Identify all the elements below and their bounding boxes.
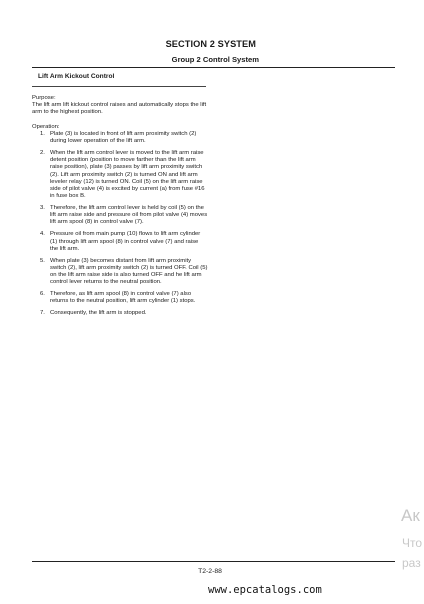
subheading-divider bbox=[32, 86, 206, 87]
section-title: SECTION 2 SYSTEM bbox=[165, 39, 256, 49]
step-number: 2. bbox=[40, 149, 45, 156]
step-number: 7. bbox=[40, 310, 45, 317]
step-text: Therefore, the lift arm control lever is held by coil (5) on the lift arm raise side and pressure oil from pilot valve (4) moves lift arm spool (8) in control valve (7). bbox=[50, 205, 208, 226]
step-number: 6. bbox=[40, 291, 45, 298]
subheading: Lift Arm Kickout Control bbox=[38, 73, 115, 80]
operation-step bbox=[32, 150, 208, 200]
step-text: Consequently, the lift arm is stopped. bbox=[50, 310, 147, 317]
operation-step bbox=[32, 310, 208, 317]
watermark-line-3: раз bbox=[402, 556, 421, 570]
step-number: 4. bbox=[40, 231, 45, 238]
body-content bbox=[32, 95, 208, 322]
step-number: 3. bbox=[40, 205, 45, 212]
header-divider bbox=[32, 67, 395, 68]
step-text: When the lift arm control lever is moved to the lift arm raise detent position (position to move farther than the lift arm raise position), plate (3) passes by lift arm proximity switch (2). Lift arm proximity switch (2) is turned ON and lift arm leveler relay (12) is turned ON. Coil (5) on the lift arm raise side of pilot valve (4) is excited by current (a) from fuse #16 in fuse box B. bbox=[50, 149, 205, 200]
watermark-line-2: Что bbox=[402, 536, 423, 550]
group-title: Group 2 Control System bbox=[171, 55, 259, 64]
footer-url[interactable]: www.epcatalogs.com bbox=[208, 584, 322, 596]
operation-step bbox=[32, 231, 208, 253]
step-text: Pressure oil from main pump (10) flows to lift arm cylinder (1) through lift arm spool (8) in control valve (7) and raise the lift arm. bbox=[50, 231, 201, 252]
purpose-text: The lift arm lift kickout control raises and automatically stops the lift arm to the highest position. bbox=[32, 102, 207, 116]
footer-divider bbox=[32, 561, 395, 562]
watermark-line-1: Ак bbox=[401, 506, 420, 525]
step-text: Plate (3) is located in front of lift arm proximity switch (2) during lower operation of the lift arm. bbox=[50, 130, 197, 145]
step-number: 1. bbox=[40, 130, 45, 137]
operation-steps bbox=[32, 131, 208, 318]
operation-step bbox=[32, 291, 208, 305]
step-text: Therefore, as lift arm spool (8) in control valve (7) also returns to the neutral position, lift arm cylinder (1) stops. bbox=[50, 291, 196, 305]
operation-step bbox=[32, 205, 208, 227]
page-number: T2-2-88 bbox=[198, 568, 222, 575]
operation-label: Operation: bbox=[32, 123, 60, 130]
purpose-label: Purpose: bbox=[32, 95, 56, 101]
step-text: When plate (3) becomes distant from lift arm proximity switch (2), lift arm proximity switch (2) is turned OFF. Coil (5) on the lift arm raise side is also turned OFF and he lift arm control lever returns to the neutral position. bbox=[50, 257, 208, 286]
operation-step bbox=[32, 131, 208, 145]
step-number: 5. bbox=[40, 257, 45, 264]
operation-step bbox=[32, 258, 208, 287]
